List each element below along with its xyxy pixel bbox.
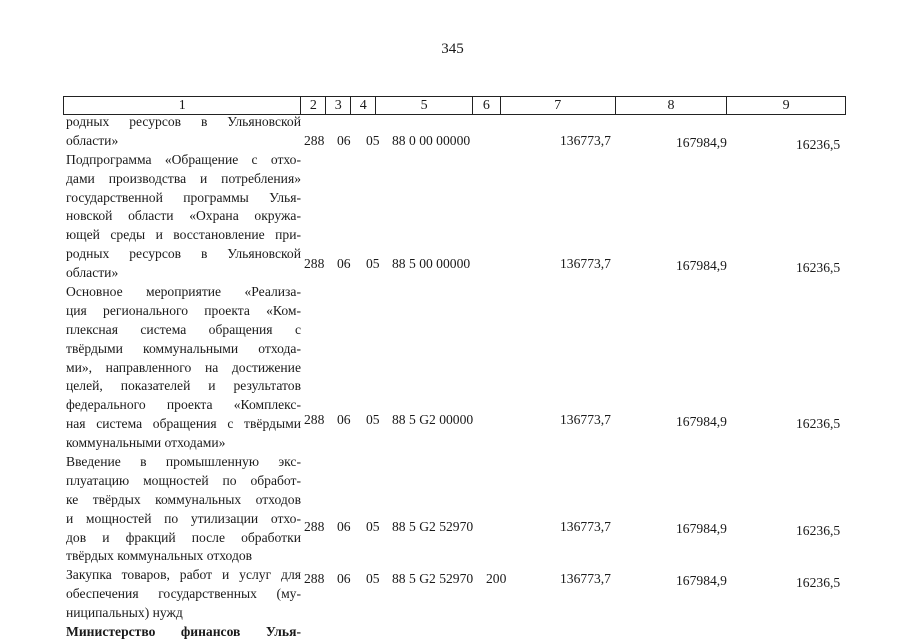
description-line: ция регионального проекта «Ком- — [66, 302, 301, 318]
table-row — [0, 133, 905, 152]
description-line: Подпрограмма «Обращение с отхо- — [66, 151, 301, 167]
cell-c2: 288 — [304, 571, 325, 586]
description-line: ная система обращения с твёрдыми — [66, 416, 301, 432]
description-line: ющей среды и восстановление при- — [66, 227, 301, 243]
cell-c3: 06 — [337, 519, 351, 534]
description-line: и мощностей по утилизации отхо- — [66, 510, 301, 526]
cell-c9: 16236,5 — [796, 260, 841, 275]
cell-c2: 288 — [304, 256, 325, 271]
description-line: области» — [66, 265, 119, 281]
header-col-1: 1 — [64, 97, 301, 114]
header-col-4: 4 — [351, 97, 376, 114]
description-line: коммунальными отходами» — [66, 435, 226, 451]
description-line: твёрдыми коммунальными отхода- — [66, 340, 301, 356]
cell-c5: 88 5 G2 52970 — [392, 571, 474, 586]
cell-c5: 88 5 G2 52970 — [392, 519, 474, 534]
cell-c7: 136773,7 — [560, 519, 611, 534]
description-line: новской области «Охрана окружа- — [66, 208, 301, 224]
cell-c9: 16236,5 — [796, 523, 841, 538]
description-line: целей, показателей и результатов — [66, 378, 301, 394]
cell-c8: 167984,9 — [676, 521, 727, 536]
header-col-7: 7 — [501, 97, 616, 114]
table-row — [0, 256, 905, 275]
cell-c3: 06 — [337, 133, 351, 148]
description-line: родных ресурсов в Ульяновской — [66, 114, 301, 129]
cell-c8: 167984,9 — [676, 573, 727, 588]
description-line: твёрдых коммунальных отходов — [66, 548, 253, 564]
cell-c8: 167984,9 — [676, 258, 727, 273]
cell-c7: 136773,7 — [560, 133, 611, 148]
header-col-5: 5 — [376, 97, 473, 114]
description-line: плексная система обращения с — [66, 321, 301, 337]
table-row — [0, 412, 905, 431]
cell-c4: 05 — [366, 256, 380, 271]
cell-c4: 05 — [366, 412, 380, 427]
header-col-8: 8 — [616, 97, 728, 114]
description-line: плуатацию мощностей по обработ- — [66, 472, 301, 488]
description-line: дов и фракций после обработки — [66, 529, 301, 545]
description-line: ке твёрдых коммунальных отходов — [66, 491, 301, 507]
cell-c4: 05 — [366, 571, 380, 586]
description-line: Основное мероприятие «Реализа- — [66, 284, 301, 300]
description-line: ниципальных) нужд — [66, 605, 183, 621]
description-line: обеспечения государственных (му- — [66, 586, 301, 602]
cell-c8: 167984,9 — [676, 414, 727, 429]
header-col-2: 2 — [301, 97, 326, 114]
description-line: Министерство финансов Улья- — [66, 624, 301, 640]
page-number: 345 — [441, 41, 464, 57]
cell-c4: 05 — [366, 133, 380, 148]
cell-c3: 06 — [337, 256, 351, 271]
cell-c9: 16236,5 — [796, 137, 841, 152]
header-col-6: 6 — [473, 97, 501, 114]
cell-c5: 88 0 00 00000 — [392, 133, 471, 148]
description-line: дами производства и потребления» — [66, 170, 301, 186]
cell-c3: 06 — [337, 412, 351, 427]
cell-c2: 288 — [304, 133, 325, 148]
cell-c3: 06 — [337, 571, 351, 586]
description-line: Введение в промышленную экс- — [66, 454, 301, 470]
cell-c9: 16236,5 — [796, 575, 841, 590]
cell-c2: 288 — [304, 412, 325, 427]
description-column — [66, 113, 301, 642]
cell-c5: 88 5 G2 00000 — [392, 412, 474, 427]
description-line: федерального проекта «Комплекс- — [66, 397, 301, 413]
cell-c8: 167984,9 — [676, 135, 727, 150]
cell-c9: 16236,5 — [796, 416, 841, 431]
description-line: Закупка товаров, работ и услуг для — [66, 567, 301, 583]
cell-c2: 288 — [304, 519, 325, 534]
header-col-3: 3 — [326, 97, 351, 114]
description-line: родных ресурсов в Ульяновской — [66, 246, 301, 262]
header-col-9: 9 — [782, 98, 790, 113]
description-line: государственной программы Улья- — [66, 189, 301, 205]
cell-c6: 200 — [486, 571, 507, 586]
description-line: области» — [66, 132, 119, 148]
cell-c7: 136773,7 — [560, 256, 611, 271]
cell-c7: 136773,7 — [560, 571, 611, 586]
table-row — [0, 571, 905, 590]
cell-c7: 136773,7 — [560, 412, 611, 427]
table-row — [0, 519, 905, 538]
cell-c5: 88 5 00 00000 — [392, 256, 471, 271]
description-line: ми», направленного на достижение — [66, 359, 301, 375]
cell-c4: 05 — [366, 519, 380, 534]
